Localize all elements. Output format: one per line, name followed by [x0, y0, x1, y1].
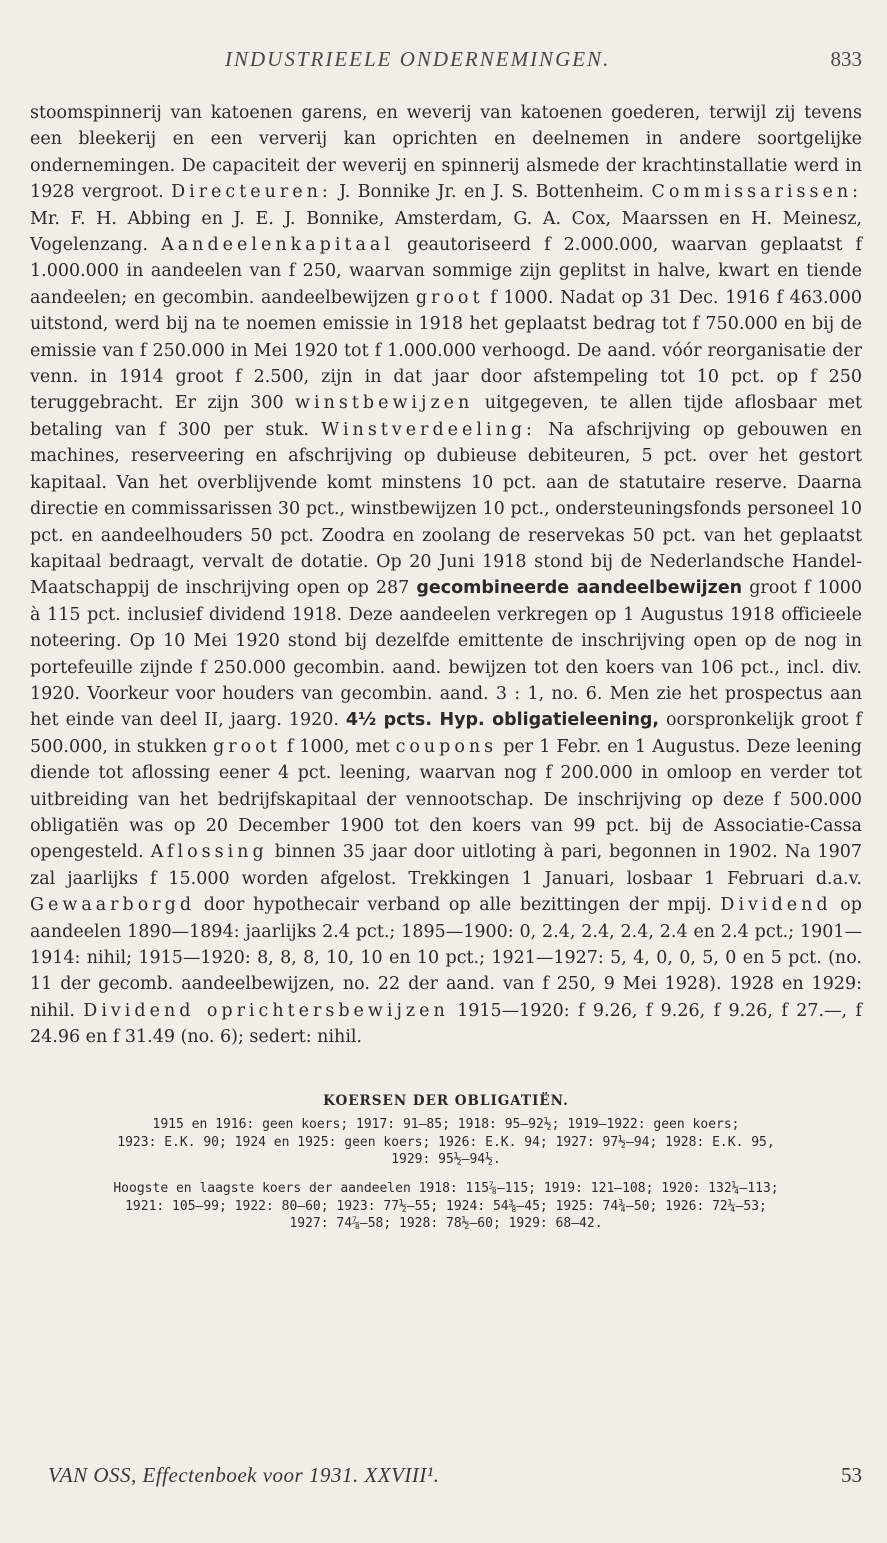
koersen-heading: KOERSEN DER OBLIGATIËN. — [323, 1093, 569, 1109]
footer-signature: 53 — [841, 1463, 862, 1487]
text-run: per 1 Febr. en 1 Augustus. Deze leening diende tot aflossing eener 4 pct. leening, waarvan nog f 200.000 in omloop en verder tot uitbreiding van het bedrijfskapitaal der vennootschap. De inschrijving op deze f 500.000 obligatiën was op 20 December 1900 tot den koers van 99 pct. bij de Associatie-Cassa opengesteld. — [30, 736, 863, 863]
label-obligatieleening: 4½ pcts. Hyp. obligatieleening, — [345, 710, 660, 731]
text-run: Mr. F. H. Abbing en J. E. J. Bonnike, Amsterdam, G. A. Cox, Maarssen en H. Meinesz, Vogelenzang. — [30, 208, 862, 256]
label-dividend: Dividend — [720, 895, 832, 916]
text-run: f 1000, met — [280, 736, 396, 757]
label-gewaarborgd: Gewaarborgd — [30, 895, 196, 916]
label-winstbewijzen: winstbewijzen — [295, 393, 474, 414]
label-coupons: coupons — [395, 736, 498, 757]
koersen-line: 1929: 95½—94½. — [391, 1152, 501, 1167]
company-description — [30, 100, 862, 1051]
header-title: INDUSTRIEELE ONDERNEMINGEN. — [225, 47, 611, 71]
text-run: stoomspinnerij van katoenen garens, en weverij van katoenen goederen, terwijl zij tevens een bleekerij en een ververij kan oprichten en deelnemen in andere soortgelijke ondernemingen. De capaciteit der weverij en spinnerij alsmede der krachtinstallatie werd in 1928 vergroot. — [30, 103, 862, 203]
koersen-line: 1927: 74⅞—58; 1928: 78½—60; 1929: 68—42. — [289, 1216, 603, 1231]
document-page — [30, 0, 862, 1543]
koersen-obligaties — [30, 1116, 862, 1169]
label-winstverdeeling: Winstverdeeling: — [321, 419, 536, 440]
page-footer — [30, 1463, 862, 1493]
footer-source: VAN OSS, Effectenboek voor 1931. XXVIII¹. — [48, 1463, 440, 1487]
text-run: Na afschrijving op gebouwen en machines, reserveering en afschrijving op dubieuse debiteuren, 5 pct. over het gestort kapitaal. Van het overblijvende komt minstens 10 pct. aan de statutaire reserve. Daarna directie en commissarissen 30 pct., winstbewijzen 10 pct., ondersteuningsfonds personeel 10 pct. en aandeelhouders 50 pct. Zoodra en zoolang de reservekas 50 pct. van het geplaatst kapitaal bedraagt, vervalt de dotatie. Op 20 Juni 1918 stond bij de Nederlandsche Handel-Maatschappij de inschrijving open op 287 — [30, 419, 862, 599]
text-run: oorspronkelijk groot f 500.000, in stukken — [30, 710, 862, 757]
label-groot-2: groot — [213, 736, 281, 757]
text-run: binnen 35 jaar door uitloting à pari, begonnen in 1902. Na 1907 zal jaarlijks f 15.000 worden afgelost. Trekkingen 1 Januari, losbaar 1 Februari d.a.v. — [30, 842, 862, 889]
text-run: groot f 1000 à 115 pct. inclusief dividend 1918. Deze aandeelen verkregen op 1 Augustus 1918 officieele noteering. Op 10 Mei 1920 stond bij dezelfde emittente de inschrijving open op de nog in portefeuille zijnde f 250.000 gecombin. aand. bewijzen tot den koers van 106 pct., incl. div. 1920. Voorkeur voor houders van gecombin. aand. 3 : 1, no. 6. Men zie het prospectus aan het einde van deel II, jaarg. 1920. — [30, 578, 862, 731]
text-run: uitgegeven, te allen tijde aflosbaar met betaling van f 300 per stuk. — [30, 393, 862, 440]
koersen-line: 1921: 105—99; 1922: 80—60; 1923: 77½—55; 1924: 54⅜—45; 1925: 74¾—50; 1926: 72¼—53; — [125, 1198, 767, 1214]
label-aandeelenkapitaal: Aandeelenkapitaal — [161, 235, 394, 256]
koersen-line: 1923: E.K. 90; 1924 en 1925: geen koers; 1926: E.K. 94; 1927: 97½—94; 1928: E.K. 95, — [117, 1134, 775, 1150]
text-run: f 1000. Nadat op 31 Dec. 1916 f 463.000 uitstond, werd bij na te noemen emissie in 1918 het geplaatst bedrag tot f 750.000 en bij de emissie van f 250.000 in Mei 1920 tot f 1.000.000 verhoogd. De aand. vóór reorganisatie der venn. in 1914 groot f 2.500, zijn in dat jaar door afstempeling tot 10 pct. op f 250 teruggebracht. Er zijn 300 — [30, 287, 862, 414]
label-gecombineerde: gecombineerde aandeelbewijzen — [416, 578, 743, 599]
running-header — [30, 47, 862, 77]
label-commissarissen: Commissarissen: — [651, 182, 862, 203]
label-dividend-oprichters: Dividend oprichtersbewijzen — [83, 1000, 449, 1021]
koersen-line: Hoogste en laagste koers der aandeelen 1918: 115⅞—115; 1919: 121—108; 1920: 132¼—113; — [113, 1181, 779, 1196]
page-number: 833 — [830, 47, 862, 71]
text-run: op aandeelen 1890—1894: jaarlijks 2.4 pct.; 1895—1900: 0, 2.4, 2.4, 2.4, 2.4 en 2.4 pct.; 1901—1914: nihil; 1915—1920: 8, 8, 8, 10, 10 en 10 pct.; 1921—1927: 5, 4, 0, 0, 5, 0 en 5 pct. (no. 11 der gecomb. aandeelbewijzen, no. 22 der aand. van f 250, 9 Mei 1928). 1928 en 1929: nihil. — [30, 895, 862, 1021]
koersen-aandeelen — [30, 1180, 862, 1233]
text-run: J. Bonnike Jr. en J. S. Bottenheim. — [331, 182, 652, 203]
label-aflossing: Aflossing — [150, 842, 268, 863]
text-run: door hypothecair verband op alle bezittingen der mpij. — [195, 895, 721, 916]
text-run: geautoriseerd f 2.000.000, waarvan geplaatst f 1.000.000 in aandeelen van f 250, waarvan sommige zijn geplitst in halve, kwart en tiende aandeelen; en gecombin. aandeelbewijzen — [30, 235, 862, 308]
text-run: 1915—1920: f 9.26, f 9.26, f 9.26, f 27.—, f 24.96 en f 31.49 (no. 6); sedert: nihil. — [30, 1000, 862, 1048]
koersen-line: 1915 en 1916: geen koers; 1917: 91—85; 1918: 95—92½; 1919—1922: geen koers; — [152, 1117, 740, 1132]
label-groot: groot — [415, 287, 484, 308]
label-directeuren: Directeuren: — [171, 182, 332, 203]
